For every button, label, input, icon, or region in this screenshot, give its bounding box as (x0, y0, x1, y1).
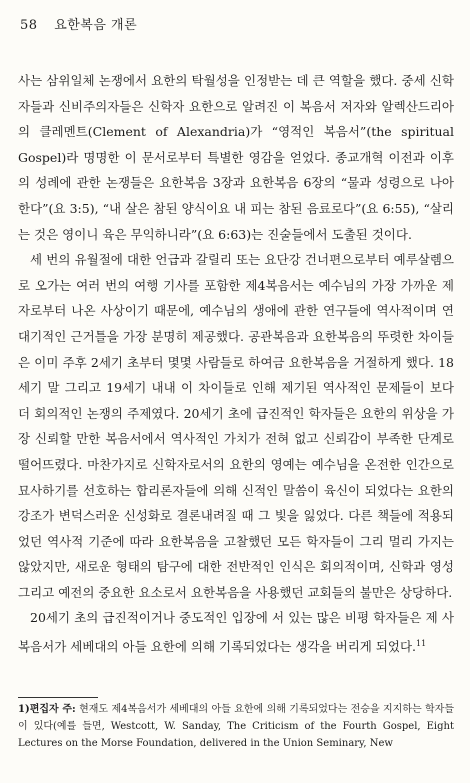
running-title: 요한복음 개론 (54, 18, 138, 33)
page-header (20, 14, 137, 33)
paragraph-1: 사는 삼위일체 논쟁에서 요한의 탁월성을 인정받는 데 큰 역할을 했다. 중세 신학자들과 신비주의자들은 신학자 요한으로 알려진 이 복음서 저자와 알렉산드리아의 클레멘트(Clement of Alexandria)가 “영적인 복음서”(the spiritual Gospel)라 명명한 이 문서로부터 특별한 영감을 얻었다. 종교개혁 이전과 이후의 성례에 관한 논쟁들은 요한복음 3장과 요한복음 6장의 “물과 성령으로 나아한다”(요 3:5), “내 살은 참된 양식이요 내 피는 참된 음료로다”(요 6:55), “살리는 것은 영이니 육은 무익하니라”(요 6:63)는 진술들에서 도출된 것이다. (18, 73, 454, 242)
body-text (18, 68, 454, 660)
footnote (18, 697, 454, 752)
page-number: 58 (20, 18, 38, 33)
footnote-text: 현재도 제4복음서가 세베대의 아들 요한에 의해 기록되었다는 전승을 지지하는 학자들이 있다(예를 들면, Westcott, W. Sanday, The Criticism of the Fourth Gospel, Eight Lectures on the Morse Foundation, delivered in the Union Seminary, New (18, 704, 454, 749)
paragraph-3-text: 20세기 초의 급진적이거나 중도적인 입장에 서 있는 많은 비평 학자들은 제 사복음서가 세베대의 아들 요한에 의해 기록되었다는 생각을 버리게 되었다. (18, 610, 454, 655)
footnote-reference: 11 (416, 639, 427, 649)
footnote-marker: 1)편집자 주: (18, 704, 76, 715)
footnote-rule (18, 697, 98, 698)
paragraph-2: 세 번의 유월절에 대한 언급과 갈릴리 또는 요단강 건너편으로부터 예루살렘으로 오가는 여러 번의 여행 기사를 포함한 제4복음서는 예수님의 가장 가까운 제자로부터 나온 사상이기 때문에, 예수님의 생애에 관한 연구들에 역사적이며 연대기적인 근거틀을 가장 분명히 제공했다. 공관복음과 요한복음의 뚜렷한 차이들은 이미 주후 2세기 초부터 몇몇 사람들로 하여금 요한복음을 거절하게 했다. 18세기 말 그리고 19세기 내내 이 차이들로 인해 제기된 역사적인 문제들이 보다 더 회의적인 논쟁의 주제였다. 20세기 초에 급진적인 학자들은 요한의 위상을 가장 신뢰할 만한 복음서에서 역사적인 가치가 전혀 없고 신뢰감이 부족한 단계로 떨어뜨렸다. 마찬가지로 신학자로서의 요한의 영예는 예수님을 온전한 인간으로 묘사하기를 선호하는 합리론자들에 의해 신적인 말씀이 육신이 되었다는 요한의 강조가 변덕스러운 신성화로 결론내려질 때 그 빛을 잃었다. 다른 책들에 적용되었던 역사적 기준에 따라 요한복음을 고찰했던 모든 학자들이 그리 멀리 가지는 않았지만, 새로운 형태의 탐구에 대한 전반적인 인식은 회의적이며, 신학과 영성 그리고 예전의 중요한 요소로서 요한복음을 사용했던 교회들의 불만은 상당하다. (18, 252, 454, 600)
paragraph-3 (18, 605, 454, 659)
